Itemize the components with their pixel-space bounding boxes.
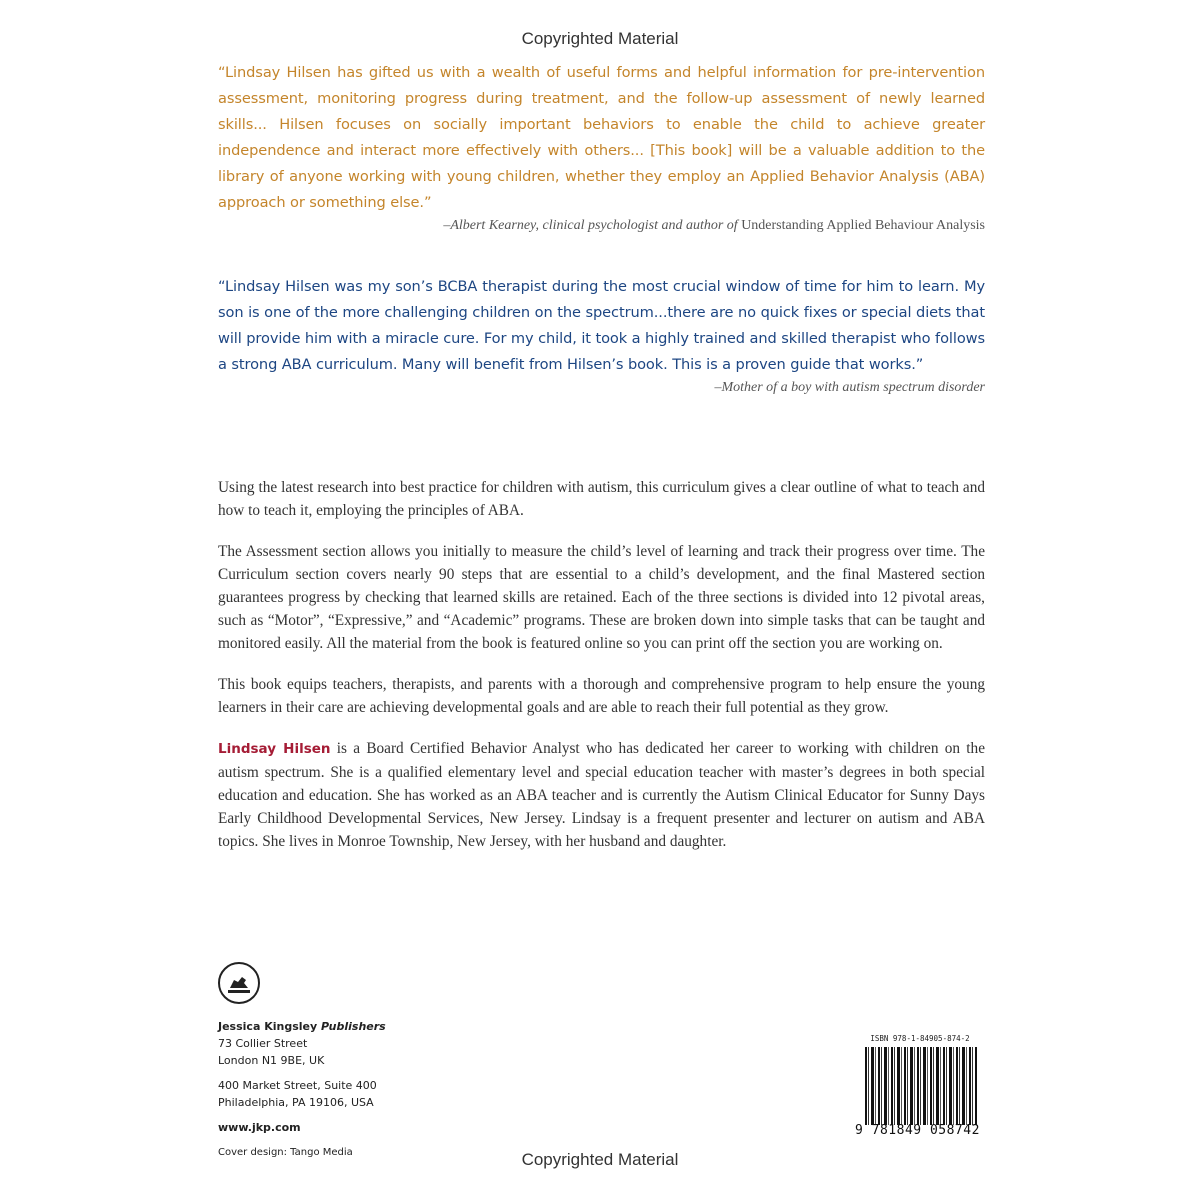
- copyright-watermark-top: Copyrighted Material: [521, 29, 679, 48]
- book-description: [218, 476, 985, 871]
- endorsement-quote: “Lindsay Hilsen has gifted us with a wealth of useful forms and helpful information for pre-intervention assessment, monitoring progress during treatment, and the follow-up assessment of newly learned skills... Hilsen focuses on socially important behaviors to enable the child to achieve greater independence and interact more effectively with others... [This book] will be a valuable addition to the library of anyone working with young children, whether they employ an Applied Behavior Analysis (ABA) approach or something else.”: [218, 64, 985, 211]
- endorsement-1: [218, 60, 985, 234]
- isbn-label: ISBN 978-1-84905-874-2: [870, 1034, 970, 1043]
- attribution-book-title: Understanding Applied Behaviour Analysis: [741, 218, 985, 233]
- publisher-website: www.jkp.com: [218, 1121, 301, 1134]
- isbn-barcode: [855, 1034, 985, 1138]
- endorsement-quote: “Lindsay Hilsen was my son’s BCBA therapist during the most crucial window of time for him to learn. My son is one of the more challenging children on the spectrum...there are no quick fixes or special diets that will provide him with a miracle cure. For my child, it took a highly trained and skilled therapist who follows a strong ABA curriculum. Many will benefit from Hilsen’s book. This is a proven guide that works.”: [218, 278, 985, 373]
- publisher-logo-icon: [218, 962, 260, 1004]
- uk-address-line: 73 Collier Street: [218, 1037, 308, 1050]
- endorsement-attribution: –Mother of a boy with autism spectrum disorder: [714, 380, 985, 395]
- publisher-info: [218, 962, 386, 1161]
- us-address-line: Philadelphia, PA 19106, USA: [218, 1096, 374, 1109]
- publisher-name: Jessica Kingsley Publishers: [218, 1020, 386, 1033]
- copyright-watermark-bottom: Copyrighted Material: [521, 1150, 679, 1169]
- attribution-text: –Albert Kearney, clinical psychologist and author of: [443, 218, 738, 233]
- author-bio-text: is a Board Certified Behavior Analyst who has dedicated her career to working with children on the autism spectrum. She is a qualified elementary level and special education teacher with master’s degrees in both special education and education. She has worked as an ABA teacher and is currently the Autism Clinical Educator for Sunny Days Early Childhood Developmental Services, New Jersey. Lindsay is a frequent presenter and lecturer on autism and ABA topics. She lives in Monroe Township, New Jersey, with her husband and daughter.: [218, 740, 985, 850]
- uk-address-line: London N1 9BE, UK: [218, 1054, 325, 1067]
- author-bio: [218, 737, 985, 853]
- author-name: Lindsay Hilsen: [218, 741, 331, 757]
- endorsement-attribution: [218, 218, 985, 234]
- description-paragraph: Using the latest research into best practice for children with autism, this curriculum gives a clear outline of what to teach and how to teach it, employing the principles of ABA.: [218, 479, 985, 519]
- description-paragraph: This book equips teachers, therapists, and parents with a thorough and comprehensive program to help ensure the young learners in their care are achieving developmental goals and are able to reach their full potential as they grow.: [218, 676, 985, 716]
- us-address-line: 400 Market Street, Suite 400: [218, 1079, 377, 1092]
- barcode-digits: 9 781849 058742: [855, 1123, 980, 1138]
- description-paragraph: The Assessment section allows you initially to measure the child’s level of learning and track their progress over time. The Curriculum section covers nearly 90 steps that are essential to a child’s development, and the final Mastered section guarantees progress by checking that learned skills are retained. Each of the three sections is divided into 12 pivotal areas, such as “Motor”, “Expressive,” and “Academic” programs. These are broken down into simple tasks that can be taught and monitored easily. All the material from the book is featured online so you can print off the section you are working on.: [218, 543, 985, 652]
- barcode-bars: [865, 1047, 977, 1125]
- endorsement-2: [218, 274, 985, 396]
- cover-design-credit: Cover design: Tango Media: [218, 1147, 353, 1158]
